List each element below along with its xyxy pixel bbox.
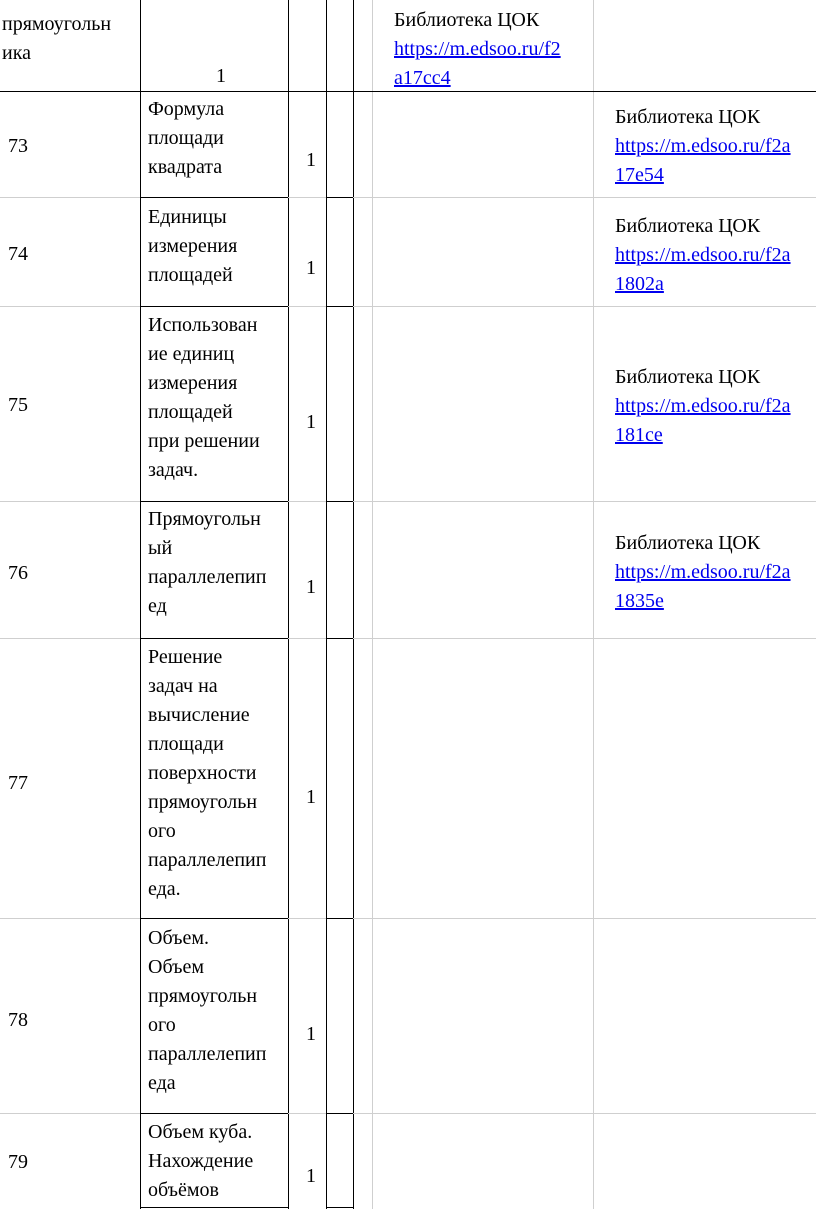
topic-cell: Решение задач на вычисление площади поверхности прямоугольн ого параллелепип еда. <box>148 646 267 900</box>
hours-cell: 1 <box>306 786 316 808</box>
topic-cell: Объем. Объем прямоугольн ого параллелепип еда <box>148 927 267 1094</box>
row-divider <box>0 306 816 307</box>
library-link[interactable]: https://m.edsoo.ru/f2a 181ce <box>615 395 791 446</box>
topic-cell: Объем куба. Нахождение объёмов <box>148 1121 254 1201</box>
row-divider <box>0 638 816 639</box>
hours-cell: 1 <box>306 1165 316 1187</box>
hours-cell: 1 <box>306 149 316 171</box>
row-divider <box>0 918 816 919</box>
topic-cell: Прямоугольн ый параллелепип ед <box>148 508 267 617</box>
library-cell <box>615 363 816 450</box>
lesson-number: 76 <box>8 562 28 584</box>
library-cell <box>615 103 816 190</box>
library-label: Библиотека ЦОК <box>394 9 540 31</box>
col-divider <box>593 0 594 1209</box>
lesson-number: 75 <box>8 394 28 416</box>
row-divider <box>0 197 816 198</box>
col-divider <box>140 0 141 1209</box>
lesson-number: 78 <box>8 1009 28 1031</box>
library-label: Библиотека ЦОК <box>615 366 761 388</box>
hours-cell: 1 <box>306 1023 316 1045</box>
hours-cell: 1 <box>306 257 316 279</box>
col-divider <box>353 0 354 1209</box>
hours-cell: 1 <box>306 411 316 433</box>
topic-cell: Единицы измерения площадей <box>148 206 238 286</box>
col-divider <box>326 0 327 1209</box>
library-label: Библиотека ЦОК <box>615 215 761 237</box>
library-link[interactable]: https://m.edsoo.ru/f2a 1802a <box>615 244 791 295</box>
col-divider <box>288 0 289 1209</box>
library-link[interactable]: https://m.edsoo.ru/f2a 1835e <box>615 561 791 612</box>
col-divider <box>372 0 373 1209</box>
lesson-number: 77 <box>8 772 28 794</box>
topic-cell: Формула площади квадрата <box>148 98 225 178</box>
lesson-number: 79 <box>8 1151 28 1173</box>
row-divider <box>0 1113 816 1114</box>
library-label: Библиотека ЦОК <box>615 106 761 128</box>
library-cell <box>615 529 816 616</box>
topic-cell: прямоугольн ика <box>2 13 112 64</box>
library-link[interactable]: https://m.edsoo.ru/f2a 17e54 <box>615 135 791 186</box>
library-label: Библиотека ЦОК <box>615 532 761 554</box>
lesson-number: 74 <box>8 243 28 265</box>
library-cell <box>615 212 816 299</box>
topic-cell: Использован ие единиц измерения площадей при решении задач. <box>148 314 260 481</box>
hours-cell: 1 <box>306 576 316 598</box>
row-divider <box>0 501 816 502</box>
library-link[interactable]: https://m.edsoo.ru/f2 a17cc4 <box>394 38 561 89</box>
lesson-number: 73 <box>8 135 28 157</box>
hours-cell: 1 <box>216 65 226 87</box>
library-cell <box>394 6 604 93</box>
